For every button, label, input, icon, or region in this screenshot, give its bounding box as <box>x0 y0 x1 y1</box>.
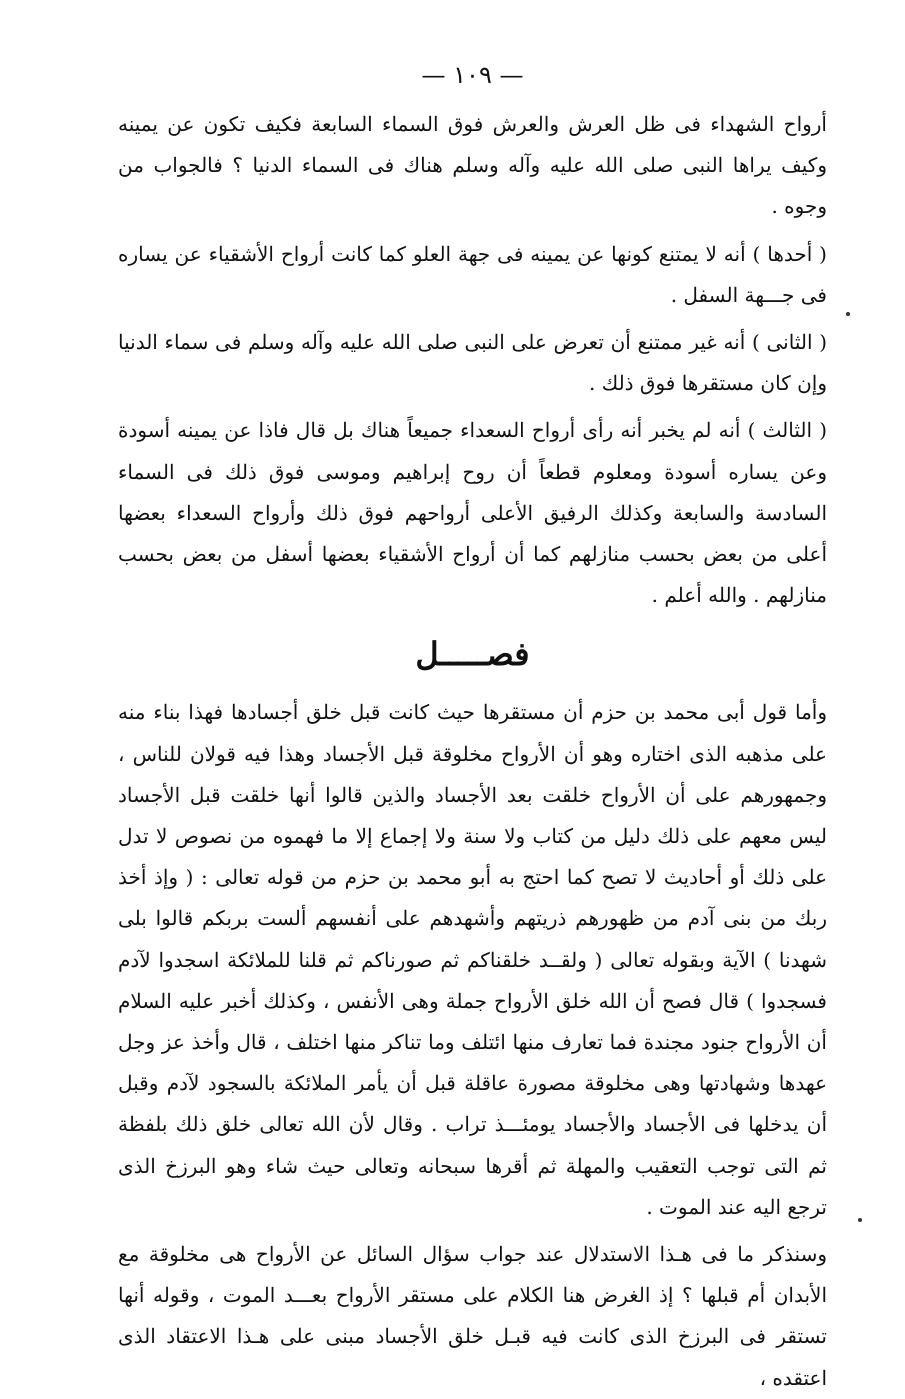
section-heading: فصـــــل <box>415 635 530 674</box>
paragraph-first-answer: ( أحدها ) أنه لا يمتنع كونها عن يمينه فى جهة العلو كما كانت أرواح الأشقياء عن يساره فى جـــهة السفل . <box>118 241 827 307</box>
page-number: — ١٠٩ — <box>421 61 524 89</box>
paragraph-closing: وسنذكر ما فى هـذا الاستدلال عند جواب سؤال السائل عن الأرواح هى مخلوقة مع الأبدان أم قبلها ؟ إذ الغرض هنا الكلام على مستقر الأرواح بعـــد الموت ، وقوله أنها تستقر فى البرزخ الذى كانت فيه قبـل خلق الأجساد مبنى على هـذا الاعتقاد الذى اعتقده ، <box>118 1242 828 1390</box>
paragraph-third-answer: ( الثالث ) أنه لم يخبر أنه رأى أرواح السعداء جميعاً هناك بل قال فاذا عن يمينه أسودة وعن يساره أسودة ومعلوم قطعاً أن روح إبراهيم وموسى فوق ذلك فى السماء السادسة والسابعة وكذلك الرفيق الأعلى أرواحهم فوق ذلك وأرواح السعداء بعضها أعلى من بعض بحسب منازلهم كما أن أرواح الأشقياء بعضها أسفل من بعض بحسب منازلهم . والله أعلم . <box>118 418 827 608</box>
paragraph-second-answer: ( الثانى ) أنه غير ممتنع أن تعرض على النبى صلى الله عليه وآله وسلم فى سماء الدنيا وإن كان مستقرها فوق ذلك . <box>118 330 828 396</box>
scan-speck <box>846 312 850 316</box>
bottom-text-block <box>118 692 827 1398</box>
paragraph-question: أرواح الشهداء فى ظل العرش والعرش فوق السماء السابعة فكيف تكون عن يمينه وكيف يراها النبى صلى الله عليه وآله وسلم هناك فى السماء الدنيا ؟ فالجواب من وجوه . <box>118 112 827 219</box>
scan-speck <box>858 1218 862 1222</box>
paragraph-ibn-hazm: وأما قول أبى محمد بن حزم أن مستقرها حيث كانت قبل خلق أجسادها فهذا بناء منه على مذهبه الذى اختاره وهو أن الأرواح مخلوقة قبل الأجساد وهذا فيه قولان للناس ، وجمهورهم على أن الأرواح خلقت بعد الأجساد والذين قالوا أنها خلقت قبل الأجساد ليس معهم على ذلك دليل من كتاب ولا سنة ولا إجماع إلا ما فهموه من نصوص لا تدل على ذلك أو أحاديث لا تصح كما احتج به أبو محمد بن حزم من قوله تعالى : ( وإذ أخذ ربك من بنى آدم من ظهورهم ذريتهم وأشهدهم على أنفسهم ألست بربكم قالوا بلى شهدنا ) الآية وبقوله تعالى ( ولقــد خلقناكم ثم صورناكم ثم قلنا للملائكة اسجدوا لآدم فسجدوا ) قال فصح أن الله خلق الأرواح جملة وهى الأنفس ، وكذلك أخبر عليه السلام أن الأرواح جنود مجندة فما تعارف منها ائتلف وما تناكر منها اختلف ، قال وأخذ عز وجل عهدها وشهادتها وهى مخلوقة مصورة عاقلة قبل أن يأمر الملائكة بالسجود لآدم وقبل أن يدخلها فى الأجساد والأجساد يومئـــذ تراب . وقال لأن الله تعالى خلق ذلك بلفظة ثم التى توجب التعقيب والمهلة ثم أقرها سبحانه وتعالى حيث شاء وهو البرزخ الذى ترجع اليه عند الموت . <box>118 700 827 1219</box>
top-text-block <box>118 104 827 616</box>
